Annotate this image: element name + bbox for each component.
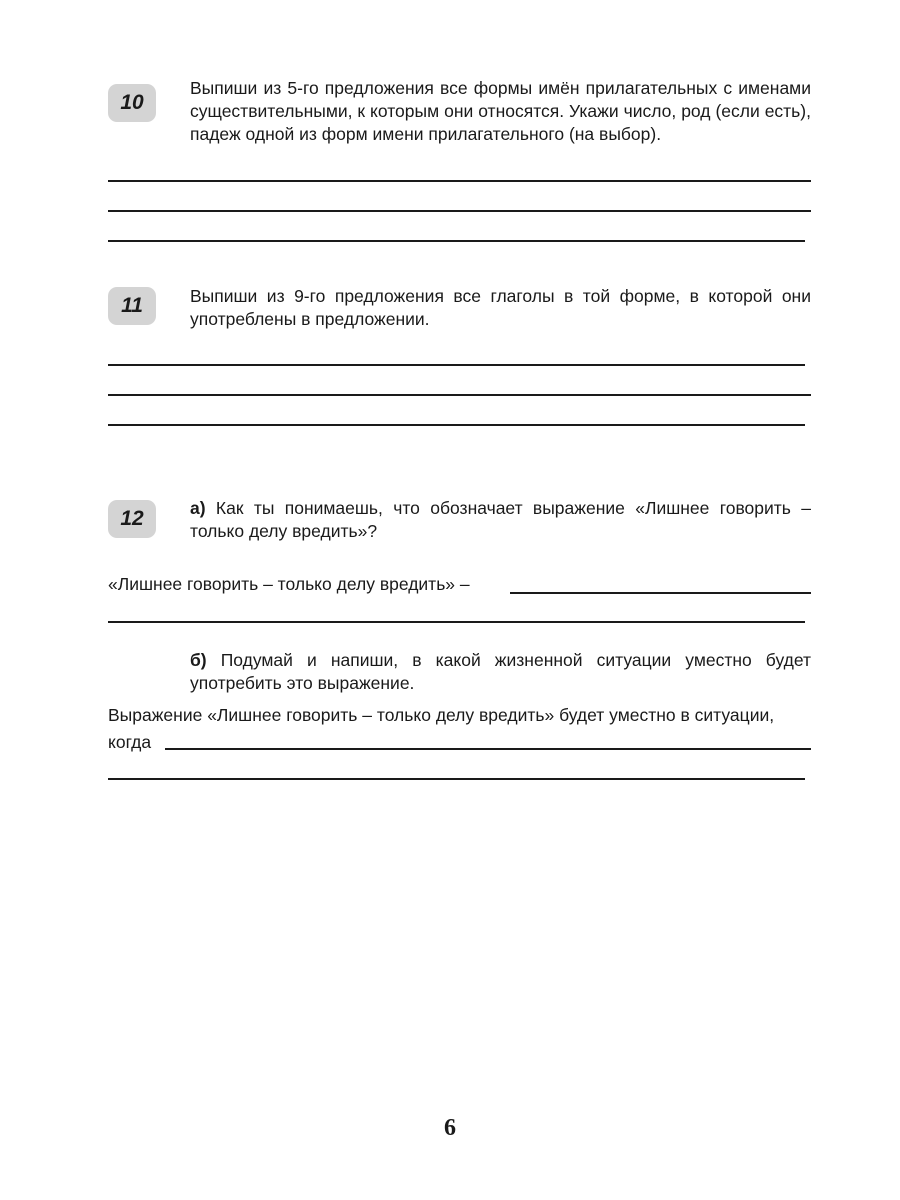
task-12b-answer-prefix: Выражение «Лишнее говорить – только делу вредить» будет уместно в ситуации, [108,705,775,725]
answer-line-11-1[interactable] [108,364,805,366]
task-12b-question: Подумай и напиши, в какой жизненной ситуации уместно будет употребить это выражение. [190,650,811,693]
task-12a-label: а) [190,498,206,518]
task-12a-answer-prefix: «Лишнее говорить – только делу вредить» – [108,574,470,594]
task-11-text: Выпиши из 9-го предложения все глаголы в той форме, в которой они употреблены в предложении. [190,286,811,329]
answer-line-12b-1[interactable] [165,748,811,750]
answer-line-12a-1[interactable] [510,592,811,594]
task-number-10: 10 [108,84,156,122]
task-12b-answer-when: когда [108,732,152,752]
task-number-11: 11 [108,287,156,325]
page-number: 6 [444,1115,456,1141]
answer-line-10-1[interactable] [108,180,811,182]
task-12b-text [190,649,811,695]
answer-line-12b-2[interactable] [108,778,805,780]
task-10-text: Выпиши из 5-го предложения все формы имён прилагательных с именами существительными, к которым они относятся. Укажи число, род (если есть), падеж одной из форм имени прилагательного (на выбор). [190,78,811,144]
answer-line-11-2[interactable] [108,394,811,396]
task-12b-label: б) [190,650,207,670]
task-number-12: 12 [108,500,156,538]
answer-line-12a-2[interactable] [108,621,805,623]
answer-line-10-3[interactable] [108,240,805,242]
answer-line-10-2[interactable] [108,210,811,212]
task-12a-text [190,497,811,543]
task-12a-question: Как ты понимаешь, что обозначает выражение «Лишнее говорить – только делу вредить»? [190,498,811,541]
answer-line-11-3[interactable] [108,424,805,426]
